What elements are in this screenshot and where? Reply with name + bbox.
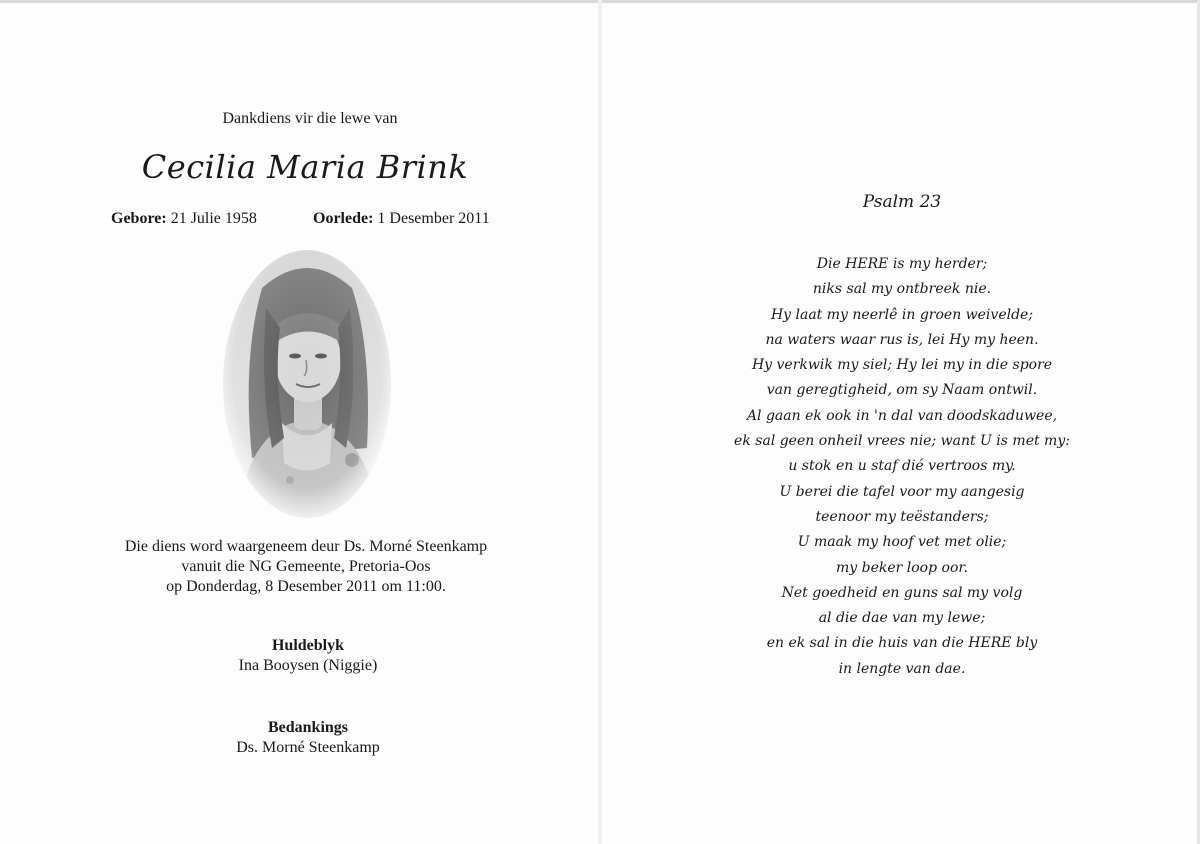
psalm-line: ek sal geen onheil vrees nie; want U is met my: — [734, 433, 1070, 450]
psalm-line: en ek sal in die huis van die HERE bly — [766, 635, 1038, 652]
thanks-heading: Bedankings — [267, 719, 349, 736]
born-value: 21 Julie 1958 — [170, 210, 257, 227]
service-line: op Donderdag, 8 Desember 2011 om 11:00. — [166, 578, 446, 595]
psalm-line: Al gaan ek ook in 'n dal van doodskaduwee, — [746, 407, 1058, 424]
tribute-heading: Huldeblyk — [271, 637, 345, 654]
thanks-name: Ds. Morné Steenkamp — [236, 739, 380, 756]
psalm-line: na waters waar rus is, lei Hy my heen. — [765, 331, 1039, 348]
portrait-photo — [222, 248, 392, 520]
psalm-line: Net goedheid en guns sal my volg — [781, 584, 1023, 601]
psalm-line: van geregtigheid, om sy Naam ontwil. — [766, 382, 1038, 399]
psalm-line: u stok en u staf dié vertroos my. — [788, 458, 1016, 475]
birth-date — [111, 210, 257, 228]
psalm-line: al die dae van my lewe; — [818, 610, 986, 627]
thanks-section — [0, 718, 616, 758]
intro-text: Dankdiens vir die lewe van — [222, 110, 398, 127]
psalm-line: Hy laat my neerlê in groen weivelde; — [770, 306, 1034, 323]
psalm-line: teenoor my teëstanders; — [815, 508, 989, 525]
service-details — [0, 537, 612, 597]
psalm-text — [602, 252, 1200, 682]
psalm-line: U berei die tafel voor my aangesig — [779, 483, 1025, 500]
tribute-section — [0, 636, 616, 676]
psalm-line: U maak my hoof vet met olie; — [797, 534, 1007, 551]
born-label: Gebore: — [111, 210, 167, 227]
psalm-title: Psalm 23 — [862, 192, 942, 212]
psalm-line: Hy verkwik my siel; Hy lei my in die spore — [751, 357, 1053, 374]
psalm-line: my beker loop oor. — [835, 559, 968, 576]
left-page — [0, 0, 598, 844]
deceased-name: Cecilia Maria Brink — [141, 148, 469, 186]
psalm-line: in lengte van dae. — [838, 660, 966, 677]
died-label: Oorlede: — [313, 210, 374, 227]
service-line: Die diens word waargeneem deur Ds. Morné Steenkamp — [124, 538, 488, 555]
died-value: 1 Desember 2011 — [377, 210, 490, 227]
service-line: vanuit die NG Gemeente, Pretoria-Oos — [181, 558, 431, 575]
right-page — [602, 0, 1200, 844]
psalm-line: niks sal my ontbreek nie. — [812, 281, 992, 298]
psalm-line: Die HERE is my herder; — [816, 256, 988, 272]
death-date — [313, 210, 490, 228]
tribute-name: Ina Booysen (Niggie) — [238, 657, 378, 674]
